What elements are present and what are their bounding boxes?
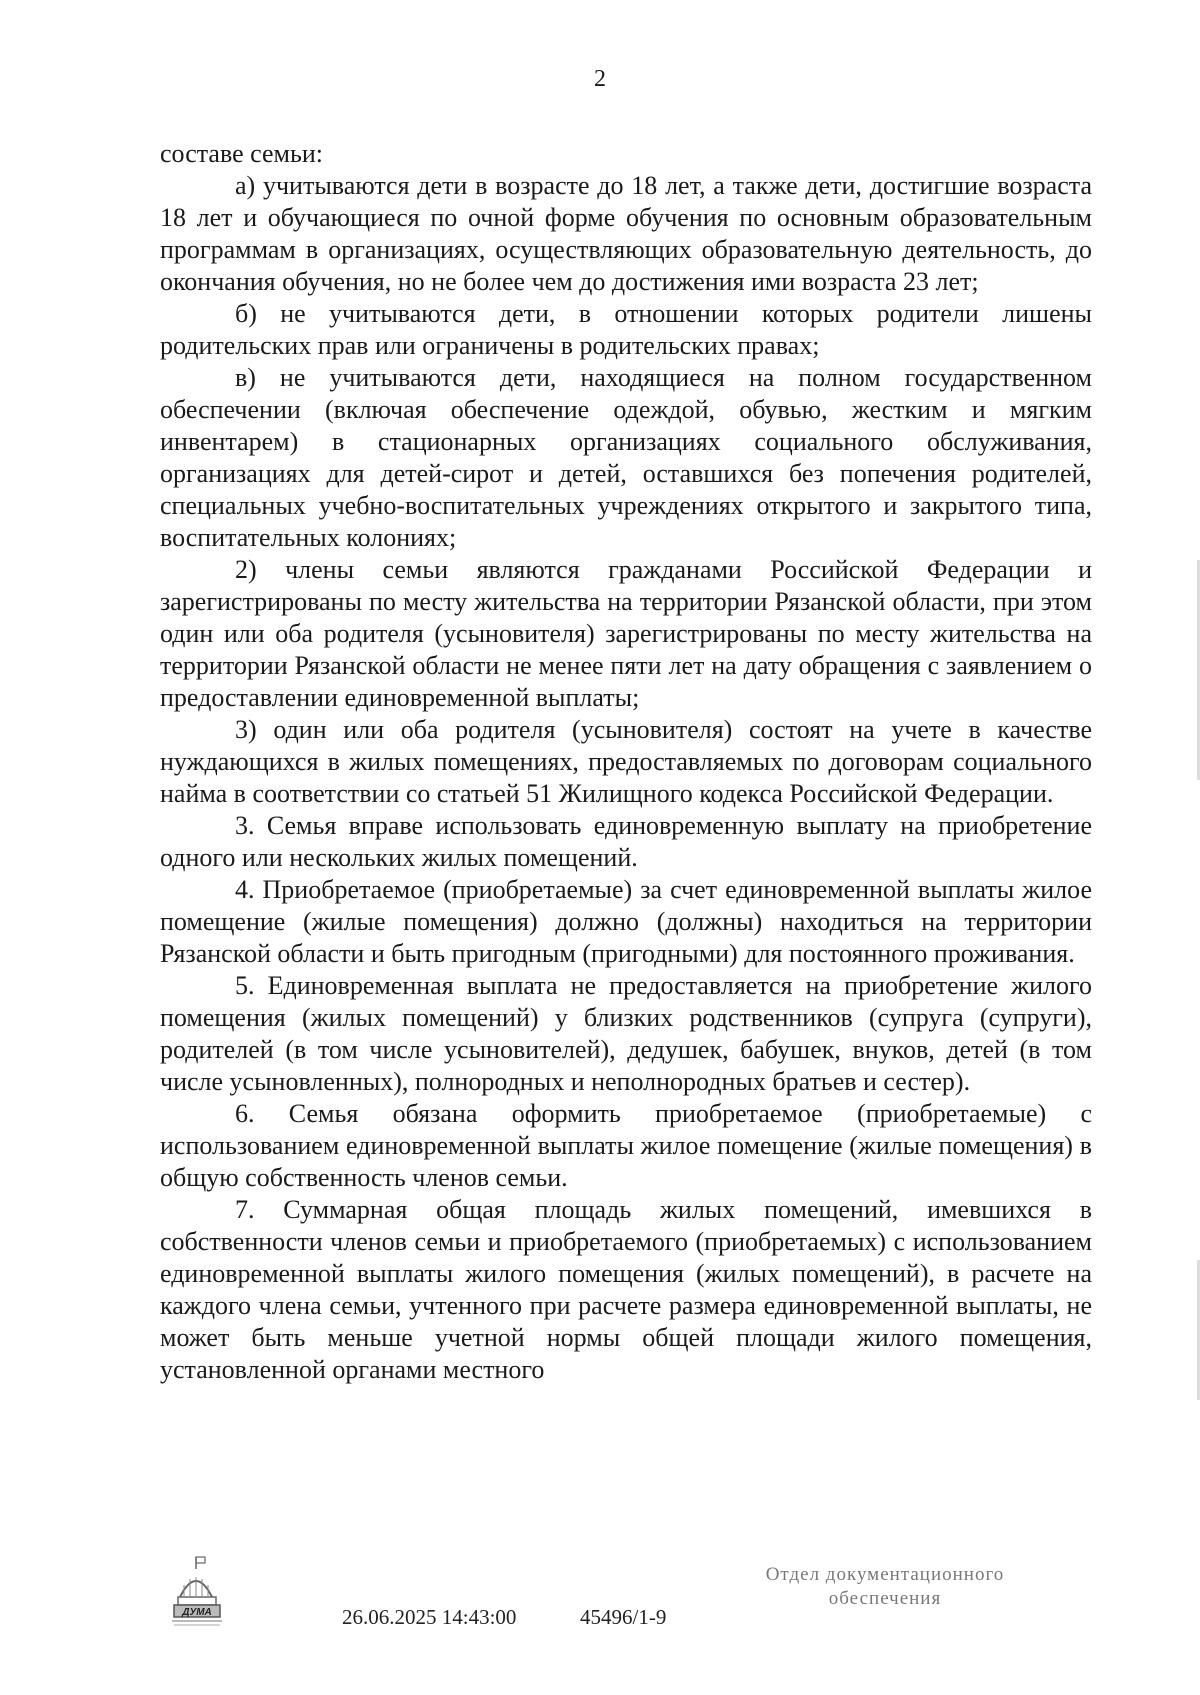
paragraph-clause-4: 4. Приобретаемое (приобретаемые) за счет единовременной выплаты жилое помещение (жилые помещения) должно (должны) находиться на территории Рязанской области и быть пригодным (пригодными) для постоянного проживания.: [160, 875, 1092, 968]
duma-logo-icon: [170, 1555, 244, 1635]
footer-datetime: 26.06.2025 14:43:00: [342, 1605, 517, 1629]
paragraph-item-v: в) не учитываются дети, находящиеся на полном государственном обеспечении (включая обеспечение одеждой, обувью, жестким и мягким инвентарем) в стационарных организациях социального обслуживания, организациях для детей-сирот и детей, оставшихся без попечения родителей, специальных учебно-воспитательных учреждениях открытого и закрытого типа, воспитательных колониях;: [160, 363, 1092, 552]
footer-registration-number: 45496/1-9: [580, 1605, 667, 1629]
paragraph-clause-6: 6. Семья обязана оформить приобретаемое (приобретаемые) с использованием единовременной выплаты жилое помещение (жилые помещения) в общую собственность членов семьи.: [160, 1099, 1092, 1192]
paragraph-clause-5: 5. Единовременная выплата не предоставляется на приобретение жилого помещения (жилых помещений) у близких родственников (супруга (супруги), родителей (в том числе усыновителей), дедушек, бабушек, внуков, детей (в том числе усыновленных), полнородных и неполнородных братьев и сестер).: [160, 971, 1092, 1096]
paragraph-continuation: составе семьи:: [160, 139, 323, 168]
paragraph-item-2: 2) члены семьи являются гражданами Российской Федерации и зарегистрированы по месту жительства на территории Рязанской области, при этом один или оба родителя (усыновителя) зарегистрированы по месту жительства на территории Рязанской области не менее пяти лет на дату обращения с заявлением о предоставлении единовременной выплаты;: [160, 555, 1092, 712]
page-number: 2: [594, 66, 606, 92]
page-footer: [0, 1555, 1200, 1665]
paragraph-clause-3: 3. Семья вправе использовать единовременную выплату на приобретение одного или нескольких жилых помещений.: [160, 811, 1092, 872]
duma-logo-text: ДУМА: [182, 1607, 212, 1618]
stamp-line-1: Отдел документационного: [765, 1564, 1005, 1585]
document-body: [160, 138, 1092, 1386]
paragraph-clause-7: 7. Суммарная общая площадь жилых помещений, имевшихся в собственности членов семьи и приобретаемого (приобретаемых) с использованием единовременной выплаты жилого помещения (жилых помещений), в расчете на каждого члена семьи, учтенного при расчете размера единовременной выплаты, не может быть меньше учетной нормы общей площади жилого помещения, установленной органами местного: [160, 1195, 1092, 1384]
paragraph-item-a: а) учитываются дети в возрасте до 18 лет, а также дети, достигшие возраста 18 лет и обучающиеся по очной форме обучения по основным образовательным программам в организациях, осуществляющих образовательную деятельность, до окончания обучения, но не более чем до достижения ими возраста 23 лет;: [160, 171, 1092, 296]
paragraph-item-3: 3) один или оба родителя (усыновителя) состоят на учете в качестве нуждающихся в жилых помещениях, предоставляемых по договорам социального найма в соответствии со статьей 51 Жилищного кодекса Российской Федерации.: [160, 715, 1092, 808]
department-stamp: [735, 1563, 1035, 1611]
stamp-line-2: обеспечения: [828, 1588, 942, 1609]
paragraph-item-b: б) не учитываются дети, в отношении которых родители лишены родительских прав или ограничены в родительских правах;: [160, 299, 1092, 360]
